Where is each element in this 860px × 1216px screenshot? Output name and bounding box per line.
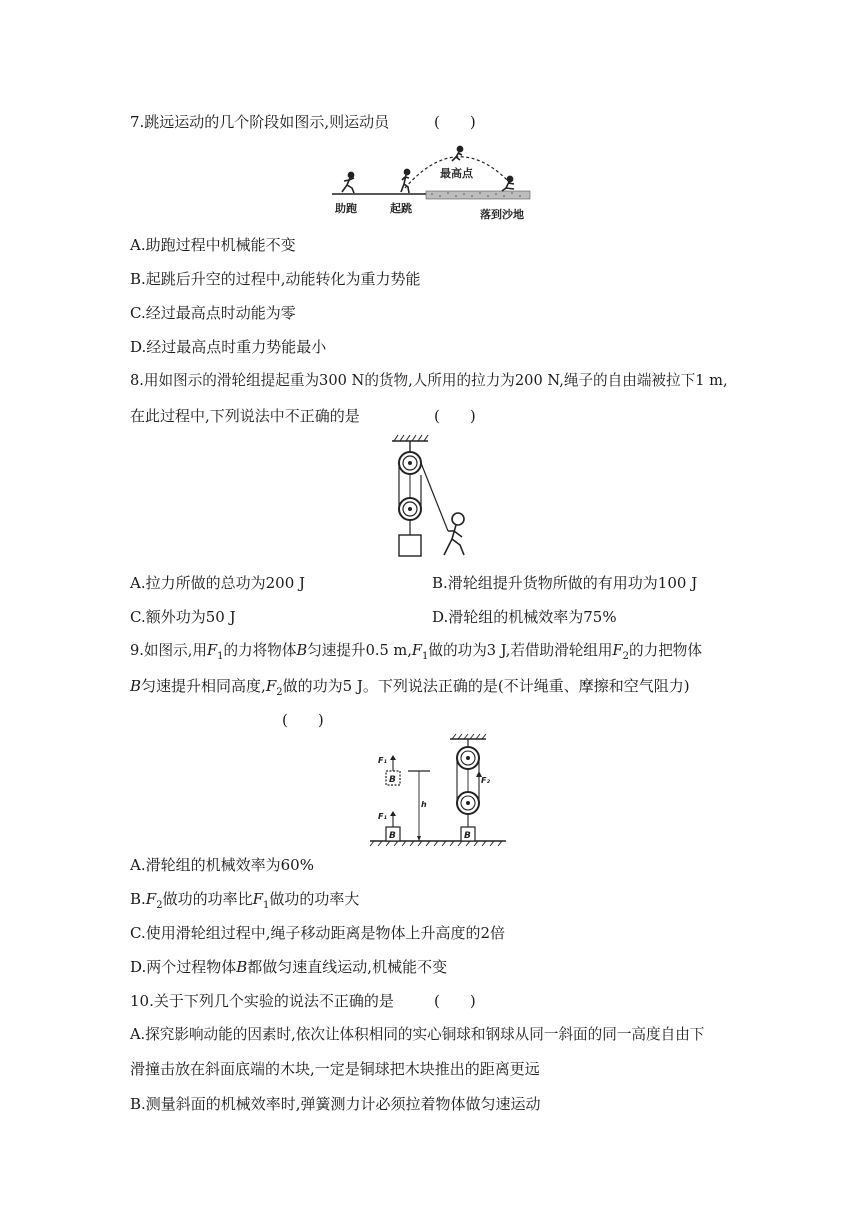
q9-answer-paren: ( ) [282,711,324,729]
q7-stem [130,112,476,132]
q8-option-c: C.额外功为50 J [130,608,236,626]
person-figure [444,513,464,555]
q9-stem-line1 [130,641,702,667]
q10-stem-text: 10.关于下列几个实验的说法不正确的是 [130,992,394,1010]
var-F: F [206,642,218,659]
q8-option-b: B.滑轮组提升货物所做的有用功为100 J [432,574,698,592]
q9-option-c: C.使用滑轮组过程中,绳子移动距离是物体上升高度的2倍 [130,924,506,942]
q9-option-b [130,889,359,916]
q7-answer-paren: ( ) [434,113,476,131]
q10-answer-paren: ( ) [434,992,476,1010]
var-B: B [236,958,248,976]
var-F: F [411,642,423,659]
q9-text: B. [130,890,146,908]
q10-stem [130,991,476,1011]
q9-stem-line2 [130,676,690,703]
takeoff-figure [401,169,410,193]
var-F: F [612,642,623,659]
label-land: 落到沙地 [480,208,524,221]
sub-1: 1 [217,650,224,662]
svg-text:F₂: F₂ [481,776,490,785]
q9-text: D.两个过程物体 [130,958,237,976]
sub-1: 1 [263,900,270,911]
svg-text:h: h [421,800,427,809]
pulley-person-figure [390,433,475,563]
var-F: F [252,890,264,908]
svg-text:F₁: F₁ [378,812,387,821]
q8-answer-paren: ( ) [434,407,476,425]
runner-figure [342,172,354,193]
pulley-comparison-figure [368,733,508,848]
q7-stem-text: 7.跳远运动的几个阶段如图示,则运动员 [130,113,390,131]
q7-option-b: B.起跳后升空的过程中,动能转化为重力势能 [130,270,421,288]
sub-2: 2 [156,900,163,911]
q8-option-a: A.拉力所做的总功为200 J [130,574,306,592]
q8-stem-line1: 8.用如图示的滑轮组提起重为300 N的货物,人所用的拉力为200 N,绳子的自由端被拉下1 m, [130,372,728,389]
peak-figure [452,146,463,161]
sub-2: 2 [276,687,283,698]
cargo-block [399,535,421,556]
q9-text: 的力将物体 [223,642,297,659]
svg-text:B: B [389,831,396,841]
var-B: B [296,642,308,659]
var-B: B [130,677,142,695]
svg-text:B: B [389,775,396,785]
q7-option-d: D.经过最高点时重力势能最小 [130,338,327,356]
q9-text: 做的功为3 J,若借助滑轮组用 [428,642,613,659]
sub-2: 2 [622,650,630,662]
landing-figure [502,176,514,191]
q10-option-a-line2: 滑撞击放在斜面底端的木块,一定是铜球把木块推出的距离更远 [130,1060,540,1078]
q9-text: 做功的功率比 [162,890,253,908]
q7-option-c: C.经过最高点时动能为零 [130,304,296,322]
svg-text:B: B [464,831,471,841]
q8-stem-line2 [130,406,476,426]
q8-option-d: D.滑轮组的机械效率为75% [432,608,617,626]
q8-stem-line2-text: 在此过程中,下列说法中不正确的是 [130,407,360,425]
svg-text:F₁: F₁ [378,756,387,765]
q9-text: 都做匀速直线运动,机械能不变 [247,958,448,976]
q9-text: 匀速提升相同高度, [141,677,266,695]
q7-option-a: A.助跑过程中机械能不变 [130,236,296,254]
q9-text: 匀速提升0.5 m, [307,642,412,659]
q9-option-a: A.滑轮组的机械效率为60% [130,856,314,874]
label-run: 助跑 [335,202,357,215]
long-jump-figure [330,145,535,225]
var-F: F [265,677,277,695]
q9-text: 9.如图示,用 [130,642,207,659]
q10-option-a-line1: A.探究影响动能的因素时,依次让体积相同的实心铜球和钢球从同一斜面的同一高度自由下 [130,1026,705,1043]
var-F: F [145,890,157,908]
q9-text: 的力把物体 [629,642,702,659]
label-peak: 最高点 [440,167,473,180]
q9-text: 做的功为5 J。下列说法正确的是(不计绳重、摩擦和空气阻力) [282,677,690,695]
q9-option-d [130,957,447,977]
sub-1: 1 [422,650,429,662]
label-jump: 起跳 [390,202,412,215]
q10-option-b: B.测量斜面的机械效率时,弹簧测力计必须拉着物体做匀速运动 [130,1095,541,1113]
q9-text: 做功的功率大 [269,890,360,908]
